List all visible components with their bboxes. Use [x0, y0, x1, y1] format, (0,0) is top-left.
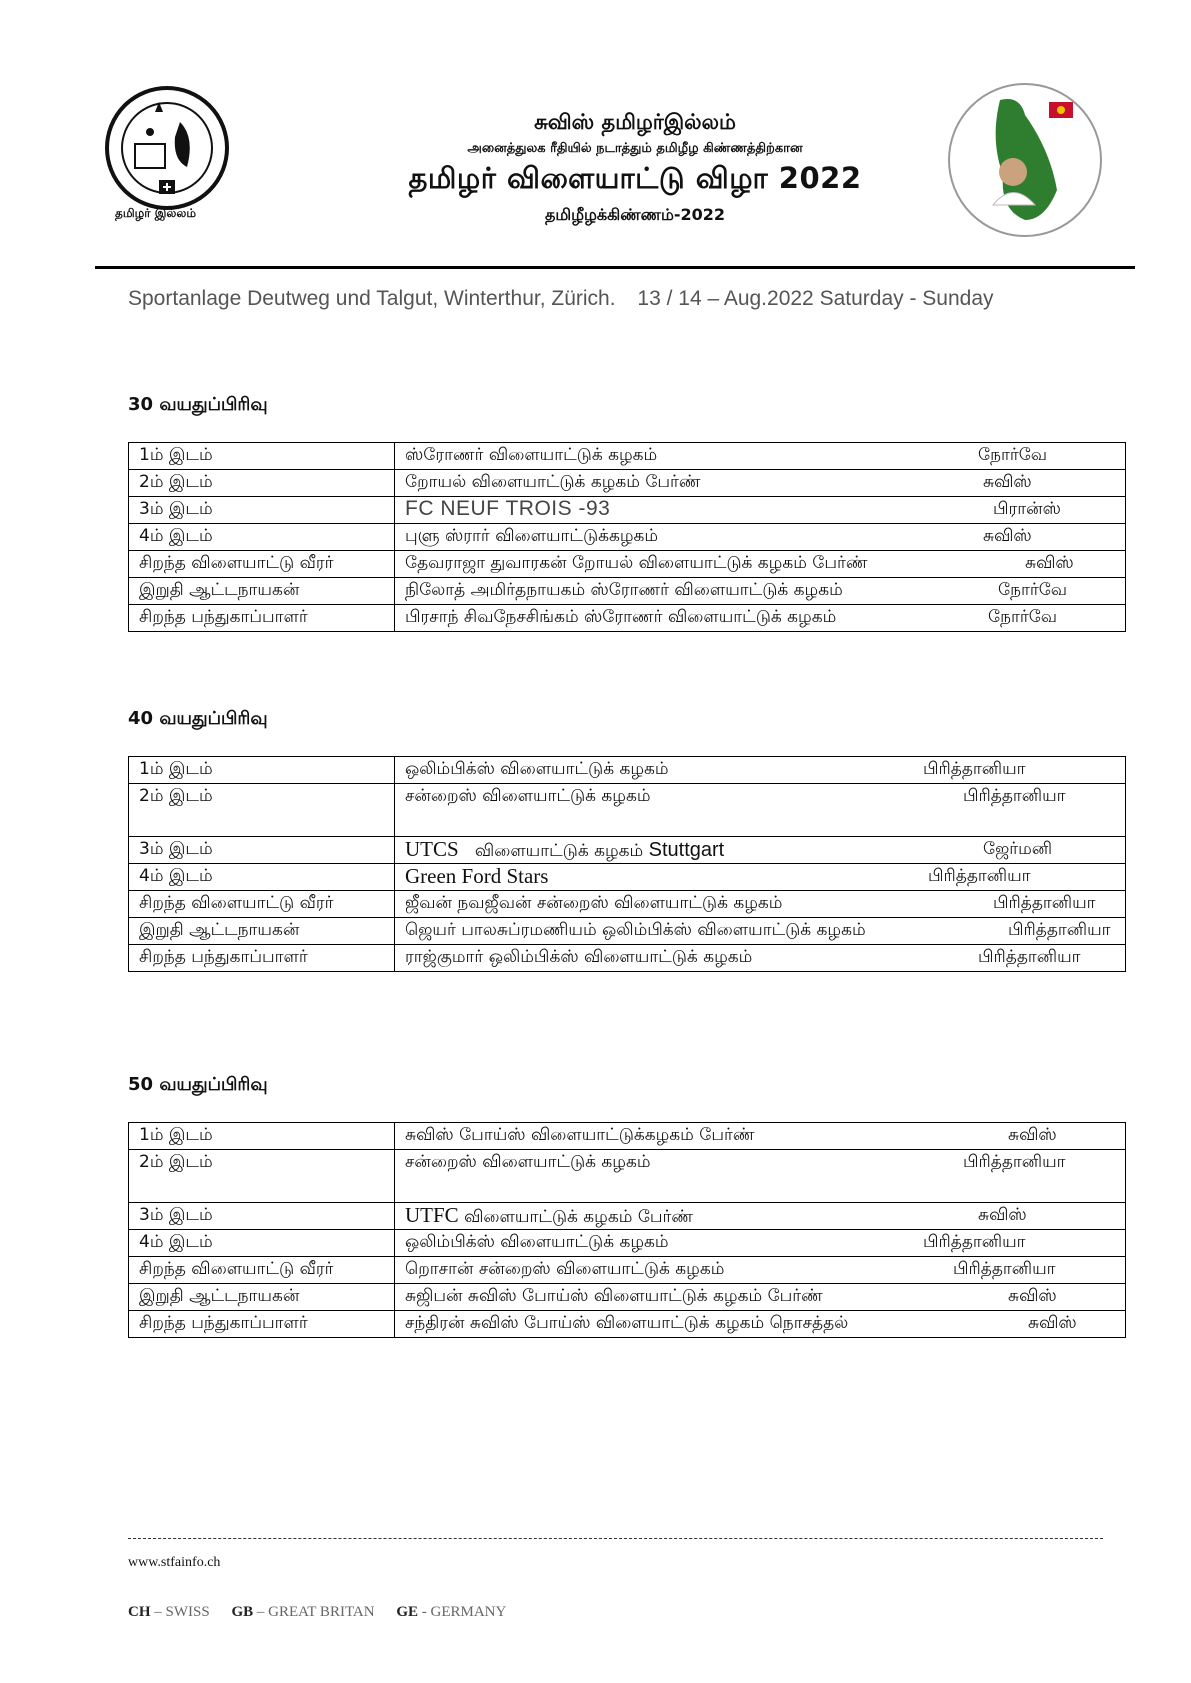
club-name: நிலோத் அமிர்தநாயகம் ஸ்ரோணர் விளையாட்டுக் கழகம் — [405, 580, 843, 600]
club-cell — [395, 605, 1126, 632]
place-cell: சிறந்த பந்துகாப்பாளர் — [129, 605, 395, 632]
place-cell: சிறந்த பந்துகாப்பாளர் — [129, 1311, 395, 1338]
country-name: சுவிஸ் — [978, 1205, 1027, 1225]
results-table-40 — [128, 756, 1126, 972]
club-name: றோயல் விளையாட்டுக் கழகம் பேர்ண் — [405, 472, 701, 492]
table-row — [129, 918, 1126, 945]
club-cell — [395, 470, 1126, 497]
country-name: பிரான்ஸ் — [993, 499, 1061, 519]
table-row — [129, 1203, 1126, 1230]
club-name: றொசான் சன்றைஸ் விளையாட்டுக் கழகம் — [405, 1259, 725, 1279]
legend-name: – GREAT BRITAN — [256, 1604, 375, 1620]
place-cell: 3ம் இடம் — [129, 1203, 395, 1230]
place-cell: இறுதி ஆட்டநாயகன் — [129, 578, 395, 605]
legend-item — [231, 1604, 374, 1620]
table-row — [129, 1311, 1126, 1338]
club-cell — [395, 524, 1126, 551]
club-name: ஒலிம்பிக்ஸ் விளையாட்டுக் கழகம் — [405, 759, 669, 779]
legend-name: - GERMANY — [421, 1604, 507, 1620]
subtitle: அனைத்துலக ரீதியில் நடாத்தும் தமிழீழ கிண்ணத்திற்கான — [467, 141, 803, 156]
club-code: UTFC — [405, 1203, 459, 1227]
place-cell: இறுதி ஆட்டநாயகன் — [129, 1284, 395, 1311]
place-cell: 1ம் இடம் — [129, 1123, 395, 1150]
country-name: பிரித்தானியா — [963, 786, 1066, 806]
club-name: சுஜிபன் சுவிஸ் போய்ஸ் விளையாட்டுக் கழகம் பேர்ண் — [405, 1286, 823, 1306]
legend-item — [128, 1604, 210, 1620]
club-city: Stuttgart — [648, 839, 725, 861]
club-cell — [395, 1257, 1126, 1284]
country-name: பிரித்தானியா — [963, 1152, 1066, 1172]
legend-code: CH — [128, 1604, 151, 1620]
club-name: ஒலிம்பிக்ஸ் விளையாட்டுக் கழகம் — [405, 1232, 669, 1252]
club-name: சன்றைஸ் விளையாட்டுக் கழகம் — [405, 786, 651, 806]
club-name: புளு ஸ்ரார் விளையாட்டுக்கழகம் — [405, 526, 659, 546]
event-title: தமிழர் விளையாட்டு விழா 2022 — [408, 161, 862, 195]
results-table-50 — [128, 1122, 1126, 1338]
club-cell — [395, 837, 1126, 864]
club-cell — [395, 443, 1126, 470]
club-name: ஸ்ரோணர் விளையாட்டுக் கழகம் — [405, 445, 658, 465]
table-row — [129, 891, 1126, 918]
club-name: FC NEUF TROIS -93 — [405, 497, 611, 520]
table-row — [129, 1257, 1126, 1284]
club-cell — [395, 891, 1126, 918]
section-title-40: 40 வயதுப்பிரிவு — [128, 708, 268, 729]
club-cell — [395, 1311, 1126, 1338]
club-name: விளையாட்டுக் கழகம் பேர்ண் — [464, 1207, 694, 1227]
place-cell: 2ம் இடம் — [129, 1150, 395, 1203]
place-cell: 2ம் இடம் — [129, 784, 395, 837]
club-cell — [395, 1150, 1126, 1203]
club-name: ஜீவன் நவஜீவன் சன்றைஸ் விளையாட்டுக் கழகம் — [405, 893, 783, 913]
table-row — [129, 1150, 1126, 1203]
table-row — [129, 470, 1126, 497]
footer-divider — [128, 1538, 1103, 1539]
venue-line — [128, 287, 994, 311]
place-cell: 1ம் இடம் — [129, 757, 395, 784]
country-name: சுவிஸ் — [1008, 1125, 1057, 1145]
country-name: ஜேர்மனி — [983, 839, 1053, 859]
country-name: பிரித்தானியா — [993, 893, 1096, 913]
legend-code: GE — [396, 1604, 419, 1620]
legend-code: GB — [231, 1604, 254, 1620]
club-name: ஜெயர் பாலசுப்ரமணியம் ஒலிம்பிக்ஸ் விளையாட்டுக் கழகம் — [405, 920, 866, 940]
table-row — [129, 1230, 1126, 1257]
website-link[interactable]: www.stfainfo.ch — [128, 1555, 221, 1570]
place-cell: 3ம் இடம் — [129, 837, 395, 864]
table-row — [129, 784, 1126, 837]
club-name: விளையாட்டுக் கழகம் — [474, 841, 644, 861]
map-portrait-emblem — [945, 80, 1105, 240]
club-name: பிரசாந் சிவநேசசிங்கம் ஸ்ரோணர் விளையாட்டுக் கழகம் — [405, 607, 837, 627]
club-cell — [395, 497, 1126, 524]
country-name: பிரித்தானியா — [978, 947, 1081, 967]
country-name: சுவிஸ் — [1028, 1313, 1077, 1333]
club-cell — [395, 784, 1126, 837]
place-cell: சிறந்த விளையாட்டு வீரர் — [129, 891, 395, 918]
header-divider — [95, 266, 1135, 269]
table-row — [129, 1123, 1126, 1150]
place-cell: 4ம் இடம் — [129, 864, 395, 891]
country-name: பிரித்தானியா — [1008, 920, 1111, 940]
country-name: சுவிஸ் — [1008, 1286, 1057, 1306]
club-name: சன்றைஸ் விளையாட்டுக் கழகம் — [405, 1152, 651, 1172]
legend-item — [396, 1604, 506, 1620]
place-cell: சிறந்த விளையாட்டு வீரர் — [129, 1257, 395, 1284]
table-row — [129, 497, 1126, 524]
club-name: ராஜ்குமார் ஒலிம்பிக்ஸ் விளையாட்டுக் கழகம் — [405, 947, 753, 967]
section-title-30: 30 வயதுப்பிரிவு — [128, 394, 268, 415]
country-legend — [128, 1604, 524, 1621]
place-cell: 4ம் இடம் — [129, 1230, 395, 1257]
club-cell — [395, 1284, 1126, 1311]
place-cell: 3ம் இடம் — [129, 497, 395, 524]
table-row — [129, 1284, 1126, 1311]
country-name: நோர்வே — [988, 607, 1058, 627]
club-cell — [395, 1203, 1126, 1230]
cup-name: தமிழீழக்கிண்ணம்-2022 — [544, 205, 726, 224]
table-row — [129, 605, 1126, 632]
club-cell — [395, 757, 1126, 784]
place-cell: இறுதி ஆட்டநாயகன் — [129, 918, 395, 945]
club-name: Green Ford Stars — [405, 864, 549, 888]
table-row — [129, 551, 1126, 578]
organization-logo — [95, 82, 240, 232]
section-title-50: 50 வயதுப்பிரிவு — [128, 1074, 268, 1095]
table-row — [129, 578, 1126, 605]
place-cell: 2ம் இடம் — [129, 470, 395, 497]
club-cell — [395, 578, 1126, 605]
country-name: நோர்வே — [998, 580, 1068, 600]
results-table-30 — [128, 442, 1126, 632]
place-cell: சிறந்த விளையாட்டு வீரர் — [129, 551, 395, 578]
table-row — [129, 524, 1126, 551]
place-cell: சிறந்த பந்துகாப்பாளர் — [129, 945, 395, 972]
logo-caption: தமிழர் இல்லம் — [115, 206, 196, 220]
country-name: சுவிஸ் — [983, 472, 1032, 492]
table-row — [129, 837, 1126, 864]
country-name: பிரித்தானியா — [953, 1259, 1056, 1279]
table-row — [129, 757, 1126, 784]
country-name: பிரித்தானியா — [928, 866, 1031, 886]
club-cell — [395, 918, 1126, 945]
table-row — [129, 945, 1126, 972]
club-cell — [395, 945, 1126, 972]
club-cell — [395, 1230, 1126, 1257]
country-name: பிரித்தானியா — [923, 1232, 1026, 1252]
place-cell: 4ம் இடம் — [129, 524, 395, 551]
venue-location: Sportanlage Deutweg und Talgut, Winterthur, Zürich. — [128, 287, 616, 310]
table-row — [129, 864, 1126, 891]
country-name: பிரித்தானியா — [923, 759, 1026, 779]
club-cell — [395, 864, 1126, 891]
venue-dates: 13 / 14 – Aug.2022 Saturday - Sunday — [637, 287, 994, 310]
club-cell — [395, 1123, 1126, 1150]
club-name: சுவிஸ் போய்ஸ் விளையாட்டுக்கழகம் பேர்ண் — [405, 1125, 755, 1145]
place-cell: 1ம் இடம் — [129, 443, 395, 470]
org-name: சுவிஸ் தமிழர்இல்லம் — [534, 110, 736, 134]
club-name: தேவராஜா துவாரகன் றோயல் விளையாட்டுக் கழகம் பேர்ண் — [405, 553, 868, 573]
country-name: சுவிஸ் — [1025, 553, 1074, 573]
club-cell — [395, 551, 1126, 578]
legend-name: – SWISS — [154, 1604, 210, 1620]
club-name: சந்திரன் சுவிஸ் போய்ஸ் விளையாட்டுக் கழகம் நொசத்தல் — [405, 1313, 849, 1333]
country-name: நோர்வே — [978, 445, 1048, 465]
club-code: UTCS — [405, 837, 459, 861]
country-name: சுவிஸ் — [983, 526, 1032, 546]
header-title-block — [330, 110, 940, 226]
table-row — [129, 443, 1126, 470]
